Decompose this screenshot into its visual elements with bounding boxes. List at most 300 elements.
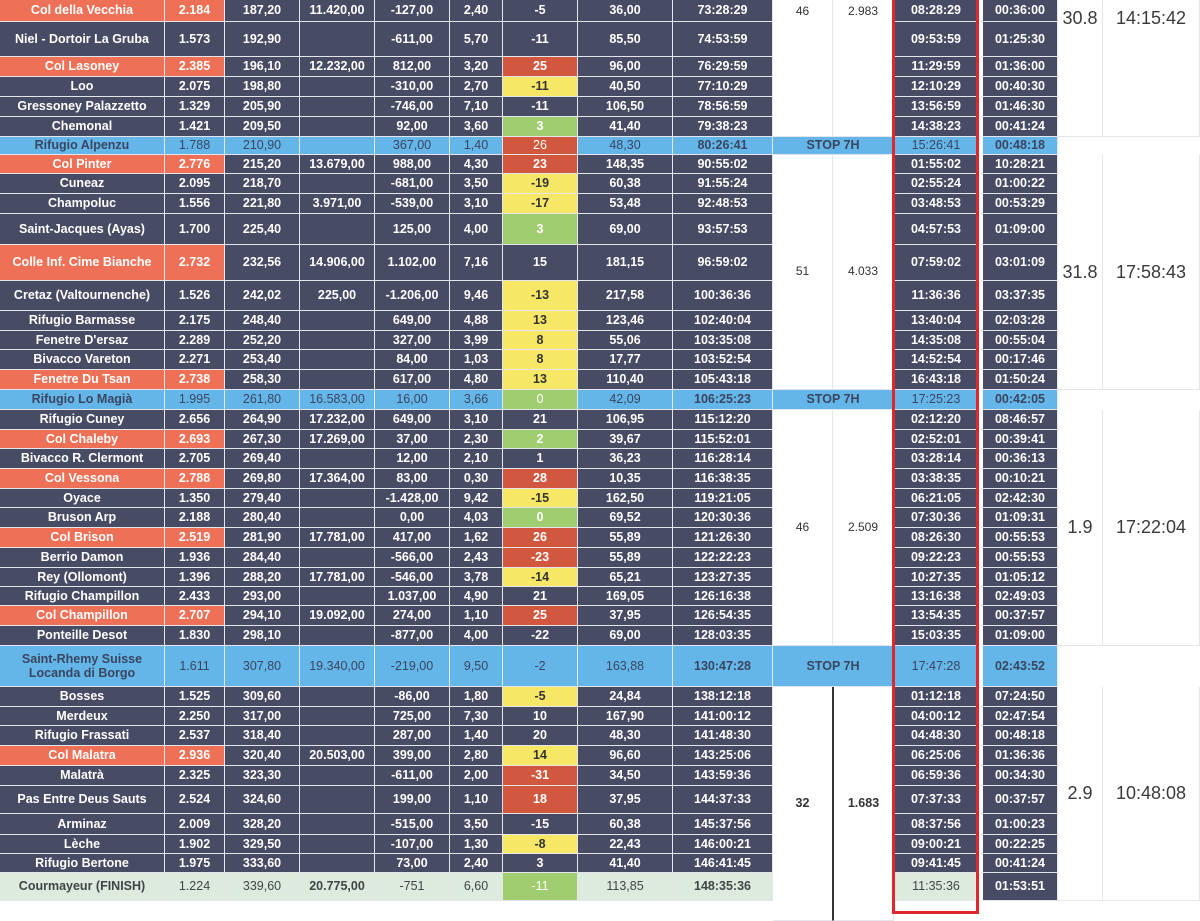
cell-cum <box>300 626 375 646</box>
cell-clock: 13:16:38 <box>894 587 979 606</box>
cell-elapsed: 128:03:35 <box>673 626 773 646</box>
cell-alt: 2.009 <box>165 814 225 835</box>
cell-grade: 3 <box>503 117 578 137</box>
cell-dplus: 617,00 <box>375 370 450 390</box>
cell-leg: 03:37:35 <box>983 281 1058 311</box>
cell-elapsed: 73:28:29 <box>673 0 773 22</box>
cell-km: 324,60 <box>225 786 300 814</box>
cell-leg: 00:40:30 <box>983 77 1058 97</box>
cell-time: 4,88 <box>450 311 503 331</box>
cell-clock: 09:22:23 <box>894 548 979 568</box>
cell-km: 252,20 <box>225 331 300 350</box>
cell-alt: 1.224 <box>165 873 225 901</box>
cell-elapsed: 93:57:53 <box>673 214 773 245</box>
cell-grade: 15 <box>503 245 578 281</box>
cell-name: Rifugio Bertone <box>0 854 165 873</box>
cell-name: Rifugio Cuney <box>0 410 165 430</box>
cell-time: 3,66 <box>450 390 503 410</box>
cell-dist: 39,67 <box>578 430 673 449</box>
cell-time: 4,00 <box>450 214 503 245</box>
stop-label: STOP 7H <box>773 646 894 687</box>
cell-leg: 00:42:05 <box>983 390 1058 410</box>
cell-km: 279,40 <box>225 489 300 508</box>
cell-km: 307,80 <box>225 646 300 687</box>
cell-grade: 26 <box>503 137 578 155</box>
cell-name: Fenetre Du Tsan <box>0 370 165 390</box>
cell-time: 1,10 <box>450 786 503 814</box>
cell-dist: 53,48 <box>578 194 673 214</box>
cell-leg: 00:55:53 <box>983 528 1058 548</box>
cell-grade: -15 <box>503 814 578 835</box>
cell-grade: -5 <box>503 687 578 707</box>
cell-name: Berrio Damon <box>0 548 165 568</box>
cell-cum: 12.232,00 <box>300 57 375 77</box>
cell-grade: 8 <box>503 350 578 370</box>
cell-time: 6,60 <box>450 873 503 901</box>
cell-time: 2,40 <box>450 0 503 22</box>
cell-clock: 06:21:05 <box>894 489 979 508</box>
cell-cum <box>300 587 375 606</box>
cell-dplus: -611,00 <box>375 22 450 57</box>
cell-alt: 1.350 <box>165 489 225 508</box>
cell-leg: 00:48:18 <box>983 726 1058 746</box>
cell-leg: 00:36:13 <box>983 449 1058 469</box>
cell-elapsed: 146:41:45 <box>673 854 773 873</box>
cell-leg: 01:25:30 <box>983 22 1058 57</box>
cell-time: 9,50 <box>450 646 503 687</box>
cell-leg: 00:48:18 <box>983 137 1058 155</box>
cell-elapsed: 115:12:20 <box>673 410 773 430</box>
cell-time: 3,50 <box>450 814 503 835</box>
cell-grade: -23 <box>503 548 578 568</box>
cell-elapsed: 76:29:59 <box>673 57 773 77</box>
cell-km: 317,00 <box>225 707 300 726</box>
cell-km: 269,40 <box>225 449 300 469</box>
cell-name: Niel - Dortoir La Gruba <box>0 22 165 57</box>
cell-clock: 07:37:33 <box>894 786 979 814</box>
cell-elapsed: 79:38:23 <box>673 117 773 137</box>
cell-clock: 07:30:36 <box>894 508 979 528</box>
cell-clock: 14:35:08 <box>894 331 979 350</box>
cell-alt: 1.936 <box>165 548 225 568</box>
cell-name: Chemonal <box>0 117 165 137</box>
cell-dplus: 812,00 <box>375 57 450 77</box>
cell-dplus: -1.206,00 <box>375 281 450 311</box>
cell-dplus: -877,00 <box>375 626 450 646</box>
cell-time: 1,40 <box>450 137 503 155</box>
cell-cum <box>300 508 375 528</box>
cell-alt: 2.433 <box>165 587 225 606</box>
cell-cum: 17.232,00 <box>300 410 375 430</box>
cell-name: Col Lasoney <box>0 57 165 77</box>
cell-name: Oyace <box>0 489 165 508</box>
cell-km: 264,90 <box>225 410 300 430</box>
cell-alt: 1.975 <box>165 854 225 873</box>
cell-dplus: 287,00 <box>375 726 450 746</box>
cell-clock: 01:55:02 <box>894 155 979 174</box>
cell-dplus: -310,00 <box>375 77 450 97</box>
cell-km: 288,20 <box>225 568 300 587</box>
cell-km: 198,80 <box>225 77 300 97</box>
cell-cum <box>300 835 375 854</box>
cell-dist: 96,60 <box>578 746 673 766</box>
cell-dplus: -546,00 <box>375 568 450 587</box>
cell-dplus: 84,00 <box>375 350 450 370</box>
cell-alt: 1.556 <box>165 194 225 214</box>
cell-grade: -11 <box>503 873 578 901</box>
cell-leg: 02:49:03 <box>983 587 1058 606</box>
cell-dist: 113,85 <box>578 873 673 901</box>
cell-elapsed: 74:53:59 <box>673 22 773 57</box>
cell-leg: 01:36:00 <box>983 57 1058 77</box>
cell-elapsed: 91:55:24 <box>673 174 773 194</box>
cell-dist: 36,00 <box>578 0 673 22</box>
cell-leg: 01:46:30 <box>983 97 1058 117</box>
cell-dist: 55,89 <box>578 548 673 568</box>
cell-clock: 17:25:23 <box>894 390 979 410</box>
cell-alt: 2.175 <box>165 311 225 331</box>
cell-clock: 09:00:21 <box>894 835 979 854</box>
cell-clock: 04:00:12 <box>894 707 979 726</box>
cell-time: 1,10 <box>450 606 503 626</box>
cell-grade: -17 <box>503 194 578 214</box>
cell-cum: 16.583,00 <box>300 390 375 410</box>
cell-km: 298,10 <box>225 626 300 646</box>
cell-leg: 03:01:09 <box>983 245 1058 281</box>
cell-dplus: 199,00 <box>375 786 450 814</box>
cell-grade: 1 <box>503 449 578 469</box>
cell-dplus: -219,00 <box>375 646 450 687</box>
cell-elapsed: 126:16:38 <box>673 587 773 606</box>
cell-km: 281,90 <box>225 528 300 548</box>
cell-elapsed: 103:35:08 <box>673 331 773 350</box>
cell-dplus: 417,00 <box>375 528 450 548</box>
cell-elapsed: 141:00:12 <box>673 707 773 726</box>
cell-km: 323,30 <box>225 766 300 786</box>
cell-dist: 106,95 <box>578 410 673 430</box>
cell-cum: 17.781,00 <box>300 568 375 587</box>
cell-km: 269,80 <box>225 469 300 489</box>
cell-elapsed: 138:12:18 <box>673 687 773 707</box>
cell-name: Col Chaleby <box>0 430 165 449</box>
cell-alt: 1.396 <box>165 568 225 587</box>
cell-clock: 01:12:18 <box>894 687 979 707</box>
cell-cum <box>300 77 375 97</box>
cell-clock: 02:12:20 <box>894 410 979 430</box>
segment-duration: 14:15:42 <box>1103 0 1200 137</box>
cell-dist: 69,00 <box>578 214 673 245</box>
cell-cum <box>300 707 375 726</box>
cell-dplus: -746,00 <box>375 97 450 117</box>
cell-clock: 14:38:23 <box>894 117 979 137</box>
cell-cum <box>300 726 375 746</box>
cell-clock: 15:03:35 <box>894 626 979 646</box>
cell-alt: 2.738 <box>165 370 225 390</box>
cell-km: 293,00 <box>225 587 300 606</box>
cell-time: 7,10 <box>450 97 503 117</box>
cell-time: 5,70 <box>450 22 503 57</box>
cell-cum <box>300 311 375 331</box>
cell-dist: 123,46 <box>578 311 673 331</box>
segment-duration: 10:48:08 <box>1103 687 1200 901</box>
cell-alt: 1.573 <box>165 22 225 57</box>
cell-km: 333,60 <box>225 854 300 873</box>
cell-grade: -11 <box>503 97 578 117</box>
cell-elapsed: 126:54:35 <box>673 606 773 626</box>
cell-dist: 41,40 <box>578 117 673 137</box>
cell-clock: 15:26:41 <box>894 137 979 155</box>
cell-clock: 11:35:36 <box>894 873 979 901</box>
cell-grade: -11 <box>503 77 578 97</box>
cell-elapsed: 116:28:14 <box>673 449 773 469</box>
cell-time: 0,30 <box>450 469 503 489</box>
cell-cum: 13.679,00 <box>300 155 375 174</box>
cell-dplus: 0,00 <box>375 508 450 528</box>
cell-alt: 1.526 <box>165 281 225 311</box>
cell-time: 1,30 <box>450 835 503 854</box>
segment-distance: 2.9 <box>1058 687 1103 901</box>
cell-name: Ponteille Desot <box>0 626 165 646</box>
cell-time: 4,90 <box>450 587 503 606</box>
cell-km: 215,20 <box>225 155 300 174</box>
cell-dist: 65,21 <box>578 568 673 587</box>
cell-leg: 00:17:46 <box>983 350 1058 370</box>
cell-clock: 17:47:28 <box>894 646 979 687</box>
cell-time: 9,42 <box>450 489 503 508</box>
cell-name: Saint-Jacques (Ayas) <box>0 214 165 245</box>
cell-clock: 08:37:56 <box>894 814 979 835</box>
cell-cum <box>300 548 375 568</box>
cell-km: 253,40 <box>225 350 300 370</box>
cell-leg: 10:28:21 <box>983 155 1058 174</box>
cell-elapsed: 141:48:30 <box>673 726 773 746</box>
cell-name: Col Malatra <box>0 746 165 766</box>
cell-grade: -19 <box>503 174 578 194</box>
cell-alt: 1.788 <box>165 137 225 155</box>
segment-duration: 17:22:04 <box>1103 410 1200 646</box>
cell-cum: 19.092,00 <box>300 606 375 626</box>
cell-km: 209,50 <box>225 117 300 137</box>
cell-elapsed: 144:37:33 <box>673 786 773 814</box>
cell-name: Arminaz <box>0 814 165 835</box>
cell-grade: 25 <box>503 57 578 77</box>
cell-alt: 1.329 <box>165 97 225 117</box>
cell-leg: 00:41:24 <box>983 854 1058 873</box>
cell-dist: 55,89 <box>578 528 673 548</box>
cell-name: Rifugio Barmasse <box>0 311 165 331</box>
cell-alt: 2.656 <box>165 410 225 430</box>
cell-dist: 41,40 <box>578 854 673 873</box>
segment-ascent: 1.683 <box>833 687 894 921</box>
cell-time: 2,40 <box>450 854 503 873</box>
cell-elapsed: 92:48:53 <box>673 194 773 214</box>
cell-leg: 02:42:30 <box>983 489 1058 508</box>
cell-leg: 01:53:51 <box>983 873 1058 901</box>
cell-km: 225,40 <box>225 214 300 245</box>
cell-time: 3,10 <box>450 410 503 430</box>
cell-grade: -8 <box>503 835 578 854</box>
cell-cum: 20.503,00 <box>300 746 375 766</box>
cell-grade: 3 <box>503 214 578 245</box>
cell-km: 294,10 <box>225 606 300 626</box>
cell-grade: 14 <box>503 746 578 766</box>
cell-alt: 1.421 <box>165 117 225 137</box>
cell-alt: 1.525 <box>165 687 225 707</box>
cell-elapsed: 119:21:05 <box>673 489 773 508</box>
cell-elapsed: 106:25:23 <box>673 390 773 410</box>
cell-grade: 26 <box>503 528 578 548</box>
cell-leg: 02:47:54 <box>983 707 1058 726</box>
cell-elapsed: 102:40:04 <box>673 311 773 331</box>
cell-dist: 163,88 <box>578 646 673 687</box>
cell-elapsed: 143:59:36 <box>673 766 773 786</box>
cell-elapsed: 77:10:29 <box>673 77 773 97</box>
cell-name: Pas Entre Deus Sauts <box>0 786 165 814</box>
cell-dist: 37,95 <box>578 786 673 814</box>
cell-name: Col Vessona <box>0 469 165 489</box>
cell-dplus: -86,00 <box>375 687 450 707</box>
cell-dist: 96,00 <box>578 57 673 77</box>
cell-elapsed: 123:27:35 <box>673 568 773 587</box>
cell-km: 196,10 <box>225 57 300 77</box>
cell-leg: 01:50:24 <box>983 370 1058 390</box>
cell-dist: 217,58 <box>578 281 673 311</box>
cell-cum <box>300 854 375 873</box>
cell-elapsed: 115:52:01 <box>673 430 773 449</box>
cell-elapsed: 120:30:36 <box>673 508 773 528</box>
cell-name: Saint-Rhemy Suisse Locanda di Borgo <box>0 646 165 687</box>
cell-dist: 48,30 <box>578 726 673 746</box>
cell-cum: 14.906,00 <box>300 245 375 281</box>
cell-alt: 2.705 <box>165 449 225 469</box>
cell-grade: -14 <box>503 568 578 587</box>
cell-clock: 12:10:29 <box>894 77 979 97</box>
cell-dist: 40,50 <box>578 77 673 97</box>
cell-cum: 19.340,00 <box>300 646 375 687</box>
cell-time: 4,30 <box>450 155 503 174</box>
cell-alt: 2.075 <box>165 77 225 97</box>
cell-name: Col Champillon <box>0 606 165 626</box>
cell-elapsed: 78:56:59 <box>673 97 773 117</box>
cell-alt: 2.095 <box>165 174 225 194</box>
cell-alt: 1.902 <box>165 835 225 854</box>
cell-dplus: 83,00 <box>375 469 450 489</box>
cell-leg: 00:34:30 <box>983 766 1058 786</box>
cell-dplus: 37,00 <box>375 430 450 449</box>
cell-name: Rey (Ollomont) <box>0 568 165 587</box>
cell-time: 2,00 <box>450 766 503 786</box>
cell-dist: 148,35 <box>578 155 673 174</box>
cell-km: 339,60 <box>225 873 300 901</box>
cell-time: 3,60 <box>450 117 503 137</box>
cell-elapsed: 148:35:36 <box>673 873 773 901</box>
cell-dplus: -681,00 <box>375 174 450 194</box>
cell-name: Col della Vecchia <box>0 0 165 22</box>
cell-alt: 2.325 <box>165 766 225 786</box>
cell-elapsed: 80:26:41 <box>673 137 773 155</box>
cell-dplus: 399,00 <box>375 746 450 766</box>
cell-time: 4,00 <box>450 626 503 646</box>
cell-clock: 02:55:24 <box>894 174 979 194</box>
cell-dist: 55,06 <box>578 331 673 350</box>
cell-clock: 02:52:01 <box>894 430 979 449</box>
cell-leg: 02:43:52 <box>983 646 1058 687</box>
cell-time: 3,78 <box>450 568 503 587</box>
cell-name: Malatrà <box>0 766 165 786</box>
segment-count: 51 <box>773 155 833 390</box>
cell-leg: 00:55:04 <box>983 331 1058 350</box>
cell-grade: 0 <box>503 508 578 528</box>
cell-dist: 167,90 <box>578 707 673 726</box>
cell-dist: 69,52 <box>578 508 673 528</box>
cell-grade: 13 <box>503 311 578 331</box>
cell-leg: 01:00:22 <box>983 174 1058 194</box>
cell-dplus: 327,00 <box>375 331 450 350</box>
segment-ascent: 2.983 <box>833 0 894 137</box>
cell-name: Rifugio Frassati <box>0 726 165 746</box>
cell-km: 242,02 <box>225 281 300 311</box>
cell-dist: 37,95 <box>578 606 673 626</box>
cell-name: Col Pinter <box>0 155 165 174</box>
cell-leg: 01:09:00 <box>983 626 1058 646</box>
cell-leg: 00:53:29 <box>983 194 1058 214</box>
cell-dist: 69,00 <box>578 626 673 646</box>
cell-leg: 00:22:25 <box>983 835 1058 854</box>
cell-name: Merdeux <box>0 707 165 726</box>
cell-cum <box>300 117 375 137</box>
cell-alt: 1.611 <box>165 646 225 687</box>
cell-alt: 1.700 <box>165 214 225 245</box>
cell-time: 3,50 <box>450 174 503 194</box>
cell-dist: 17,77 <box>578 350 673 370</box>
cell-alt: 1.995 <box>165 390 225 410</box>
cell-clock: 06:25:06 <box>894 746 979 766</box>
cell-dist: 48,30 <box>578 137 673 155</box>
cell-leg: 00:41:24 <box>983 117 1058 137</box>
cell-alt: 2.524 <box>165 786 225 814</box>
cell-km: 258,30 <box>225 370 300 390</box>
cell-cum: 3.971,00 <box>300 194 375 214</box>
cell-alt: 2.385 <box>165 57 225 77</box>
cell-clock: 11:36:36 <box>894 281 979 311</box>
cell-time: 9,46 <box>450 281 503 311</box>
cell-leg: 00:55:53 <box>983 548 1058 568</box>
cell-km: 187,20 <box>225 0 300 22</box>
cell-dplus: 649,00 <box>375 410 450 430</box>
cell-clock: 07:59:02 <box>894 245 979 281</box>
cell-name: Bruson Arp <box>0 508 165 528</box>
cell-grade: 20 <box>503 726 578 746</box>
cell-time: 1,40 <box>450 726 503 746</box>
segment-count: 46 <box>773 0 833 137</box>
cell-elapsed: 121:26:30 <box>673 528 773 548</box>
cell-cum: 17.269,00 <box>300 430 375 449</box>
cell-grade: 23 <box>503 155 578 174</box>
cell-cum <box>300 814 375 835</box>
cell-dist: 60,38 <box>578 174 673 194</box>
segment-ascent: 2.509 <box>833 410 894 646</box>
cell-km: 328,20 <box>225 814 300 835</box>
cell-cum <box>300 766 375 786</box>
cell-name: Bosses <box>0 687 165 707</box>
cell-dplus: -611,00 <box>375 766 450 786</box>
cell-dplus: 725,00 <box>375 707 450 726</box>
cell-km: 284,40 <box>225 548 300 568</box>
cell-leg: 01:05:12 <box>983 568 1058 587</box>
cell-alt: 2.188 <box>165 508 225 528</box>
cell-time: 3,99 <box>450 331 503 350</box>
cell-cum <box>300 174 375 194</box>
